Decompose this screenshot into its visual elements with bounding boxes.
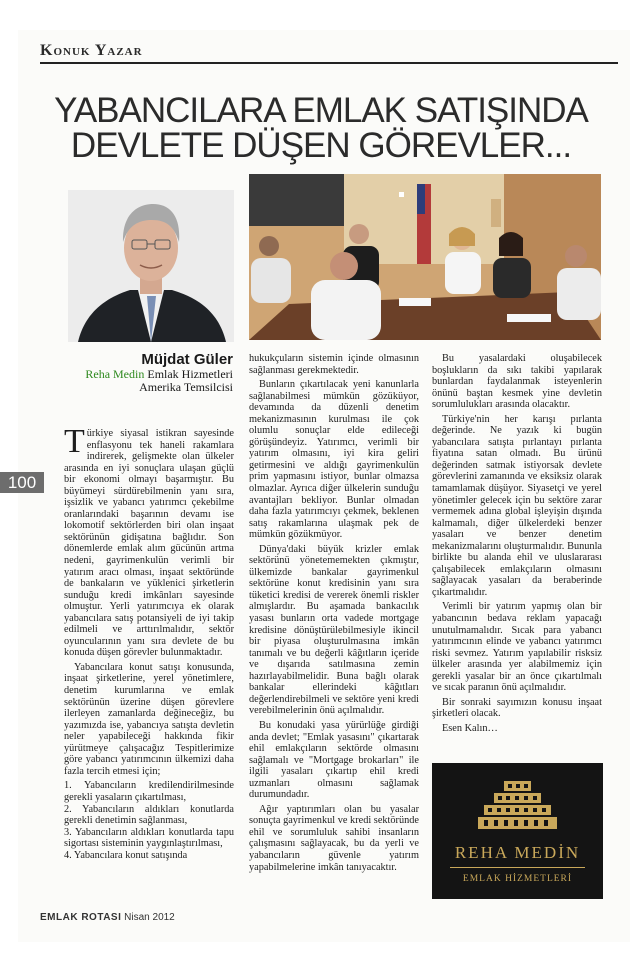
paragraph: Türkiye'nin her karışı pırlanta değerinde. Ne yazık ki bugün yabancılara satışta pırlantayı pırlanta fiyatına satan olmadı. Bu ürünü değerinden satmak istiyorsak devlete görevlerini zamanında ve eksiksiz olarak tamamlamak düşüyor. Siyasetçi ve yerel yönetimler gelecek için bu sektöre zarar vermemek adına global işleyişin dışında kalmamalı, diğer ülkelerdeki benzer yasaları ve benzer denetim mekanizmalarını oluşturmalıdır. Bununla birlikte bu alanda ehil ve uluslararası çalışabilecek emlakçıların olmasını sağlayacak yasaları da beraberinde çıkartmalıdır. (432, 413, 602, 598)
ad-subtitle: EMLAK HİZMETLERİ (462, 874, 573, 884)
meeting-photo-image (249, 174, 601, 340)
building-logo-icon (432, 763, 603, 843)
paragraph: Dünya'daki büyük krizler emlak sektörünü yönetememekten çıkmıştır, ülkemizde bankalar gayrimenkul sektörüne konut kredisinin yanı sıra tüketici kredisi de vererek önemli riskler almışlardır. Bu aşamada bankacılık yasası bunların orta vadede mortgage kredisine dönüştürülebilmesiyle ikincil bir piyasa oluşturulmasına imkân tanımalı ve bu değerli kâğıtların içeride ve dışarıda satılmasına zemin hazırlayabilmelidir. Buna bağlı olarak bankalar ellerindeki kâğıtları değerlendirebilmeli ve sektöre yeni kredi verebilmelerinin önü açılmalıdır. (249, 543, 419, 717)
paragraph: Verimli bir yatırım yapmış olan bir yabancının bedava reklam yapacağı unutulmamalıdır. Sıcak para yabancı yatırımcının elinde ve yabancı yatırımcı riski sevmez. Yatırım yapılabilir risksiz ülkeler arasında yer alabilmemiz için gerekli yasalar bir an önce çıkartılmalı ve sıcak paranın önü açılmalıdır. (432, 601, 602, 694)
paragraph: Bu konudaki yasa yürürlüğe girdiği anda devlet; "Emlak yasasını" çıkartarak ehil emlakçıların sektörde olmasını sağlamalı ve "Mortgage brokarları" ile ilgili yasaları çıkartıp ehil kredi uzmanları olmasını sağlamak durumundadır. (249, 719, 419, 801)
headline-line-2: DEVLETE DÜŞEN GÖREVLER... (70, 126, 572, 165)
author-name: Müjdat Güler (141, 351, 233, 368)
recommendation-list (64, 780, 234, 861)
section-label: Konuk Yazar (40, 42, 143, 59)
drop-cap: T (64, 423, 85, 460)
page-footer (40, 912, 175, 923)
list-item: 2. Yabancıların aldıkları konutlarda gerekli denetimin sağlanması, (64, 803, 234, 827)
article-column-1 (64, 423, 234, 861)
list-item: 1. Yabancıların kredilendirilmesinde gerekli yasaların çıkartılması, (64, 780, 234, 803)
paragraph: Ağır yaptırımları olan bu yasalar sonuçta gayrimenkul ve kredi sektöründe ehil ve sorumluluk sahibi insanların çalışmasını sağlayacak, bu da yerli ve yabancıların güvenle yatırım yapabilmelerine imkân tanıyacaktır. (249, 803, 419, 873)
list-item: 4. Yabancılara konut satışında (64, 849, 188, 861)
paragraph: hukukçuların sistemin içinde olmasının sağlanması gerekmektedir. (249, 353, 419, 376)
paragraph: Yabancılara konut satışı konusunda, inşaat şirketlerine, yerel yönetimlere, denetim kurumlarına ve emlak sektörünün üzerine düşen görevlere ilerleyen zamanlarda değineceğiz, bu yazımızda ise, yabancıya satışta devletin neler yapabileceği hakkında fikir yürütmeye çalışacağız Tespitlerimize göre yabancı yatırımcının ülkemizi daha fazla tercih etmesi için; (64, 661, 234, 777)
headline (24, 93, 618, 163)
headline-line-1: YABANCILARA EMLAK SATIŞINDA (54, 91, 588, 130)
paragraph: Bu yasalardaki oluşabilecek boşlukların da sıkı takibi yapılarak bunlardan faydalanmak isteyenlerin önünü baştan kesmek yine devletin sorumlulukları arasında olacaktır. (432, 353, 602, 411)
ad-brand-name: REHA MEDİN (454, 843, 581, 862)
author-brand: Reha Medin (85, 367, 145, 381)
magazine-name: EMLAK ROTASI (40, 912, 122, 923)
issue-date: Nisan 2012 (124, 912, 175, 923)
ad-divider (450, 867, 585, 868)
paragraph: Esen Kalın… (442, 722, 498, 734)
author-role-line-2: Amerika Temsilcisi (139, 380, 233, 394)
article-column-2 (249, 353, 419, 876)
author-byline (60, 353, 233, 394)
header-rule (40, 62, 618, 64)
author-portrait (68, 190, 234, 342)
author-portrait-image (68, 190, 234, 342)
paragraph-text: ürkiye siyasal istikran sayesinde enflasyonu tek haneli rakamlara indirerek, gelişmekte olan ülkeler arasında en iyi sonuçlara ulaşan güçlü bir ekonomi olmayı başarmıştır. Bu büyümeyi sürdürebilmenin yanı sıra, işsizlik ve yabancı yatırımcı çekebilme oranlarındaki başarının devamı ise lokomotif sektörlerden biri olan inşaat sektörünün gidişatına bağlıdır. Son dönemlerde emlak alım gücünün artma nedeni, gayrimenkulün verimli bir yatırım aracı olması, inşaat sektöründe de bankaların ve yüklenici şirketlerin sunduğu kredi imkânları sayesinde olmuştur. Yerli yatırımcıya ek olarak yabancılara satış potansiyeli de iyi takip edilmeli ve arttırılmalıdır, sektör oyuncularının yanı sıra devlete de bu konuda düşen görevler bulunmaktadır. (64, 428, 234, 659)
paragraph: Bunların çıkartılacak yeni kanunlarla sağlanabilmesi mümkün gözüküyor, devamında da düzenli denetim mekanizmasının kurulması ile çok olumlu sonuçlar elde edileceği görüşündeyiz. Yatırımcı, verimli bir yatırım olmasını, iyi kira geliri getirmesini ve aldığı gayrimenkulün prim yapmasını istiyor, bunlar olmazsa olmazlar. Ayrıca diğer ülkelerin sunduğu avantajları bekliyor. Bunlar olmadan daha fazla yatırımcıyı çekmek, beklenen satış rakamlarına ulaşmak pek de mümkün gözükmüyor. (249, 379, 419, 541)
reha-medin-advertisement (432, 763, 603, 899)
paragraph (64, 423, 234, 659)
paragraph: Bir sonraki sayımızın konusu inşaat şirketleri olacak. (432, 696, 602, 720)
meeting-photo (249, 174, 601, 340)
author-role-line-1: Emlak Hizmetleri (147, 367, 233, 381)
page-number: 100 (0, 472, 44, 493)
article-column-3 (432, 353, 602, 738)
list-item: 3. Yabancıların aldıkları konutlarda tapu sigortası sisteminin yaygınlaştırılması, (64, 826, 234, 850)
